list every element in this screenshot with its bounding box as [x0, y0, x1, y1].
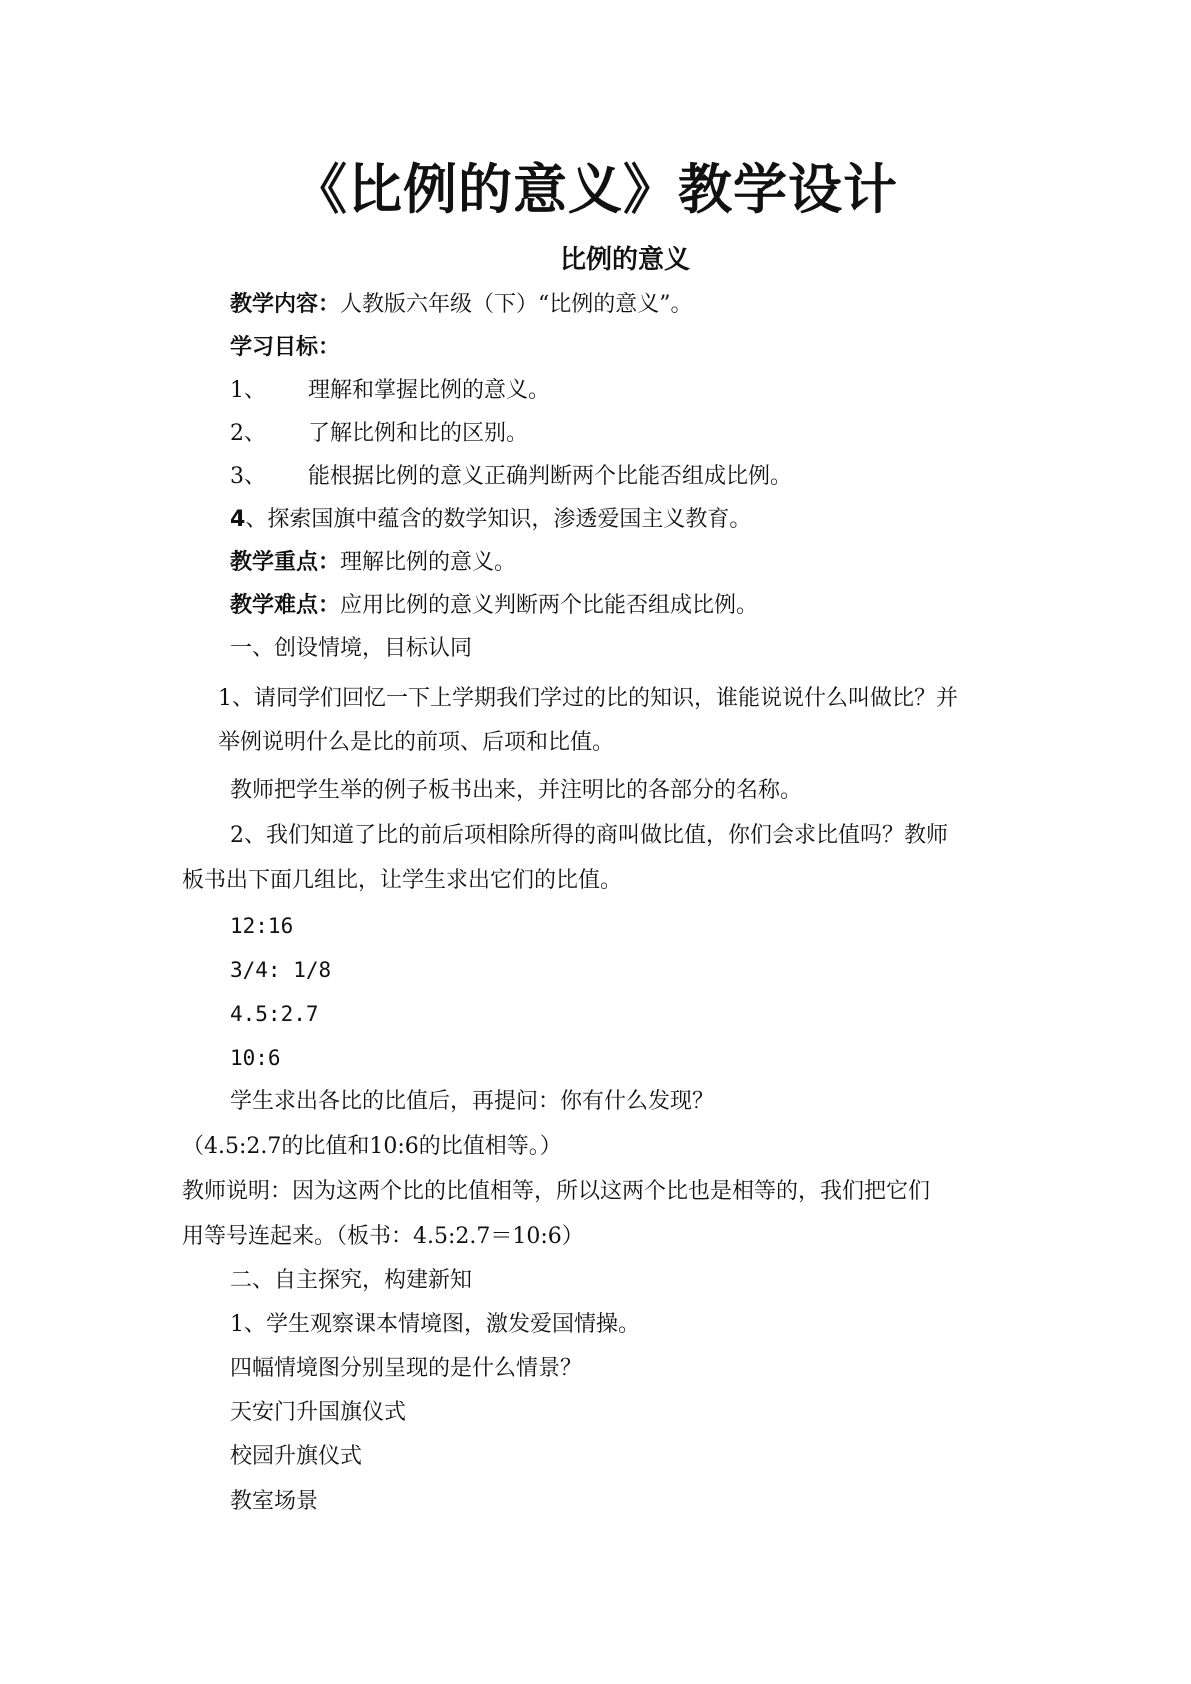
paragraph-4: 学生求出各比的比值后，再提问：你有什么发现？	[230, 1089, 715, 1114]
paragraph-6-line-2: 用等号连起来。（板书：4.5:2.7＝10:6）	[182, 1224, 584, 1249]
paragraph-8: 四幅情境图分别呈现的是什么情景？	[230, 1356, 583, 1381]
ratio-item: 12:16	[230, 914, 294, 938]
document-subtitle: 比例的意义	[560, 245, 691, 275]
teaching-difficulty-text: 应用比例的意义判断两个比能否组成比例。	[340, 593, 759, 618]
scene-item: 教室场景	[230, 1489, 319, 1514]
ratio-item: 3/4: 1/8	[230, 958, 332, 982]
goal-text: 能根据比例的意义正确判断两个比能否组成比例。	[308, 464, 793, 489]
teaching-content-line	[230, 289, 693, 321]
document-title: 《比例的意义》教学设计	[293, 158, 898, 221]
goal-number: 4	[230, 507, 246, 532]
goal-text: 理解和掌握比例的意义。	[308, 378, 551, 403]
teaching-difficulty-label: 教学难点：	[230, 593, 341, 618]
goal-item-2	[230, 418, 528, 450]
scene-item: 天安门升国旗仪式	[230, 1400, 407, 1425]
goal-number: 1、	[230, 378, 266, 403]
goal-text: 了解比例和比的区别。	[308, 421, 529, 446]
goal-item-1	[230, 375, 550, 407]
ratio-item: 10:6	[230, 1046, 281, 1070]
goal-number: 2、	[230, 421, 266, 446]
goal-number: 3、	[230, 464, 266, 489]
paragraph-5: （4.5:2.7的比值和10:6的比值相等。）	[182, 1134, 562, 1159]
paragraph-3-line-1: 2、我们知道了比的前后项相除所得的商叫做比值，你们会求比值吗？教师	[230, 823, 948, 848]
teaching-content-label: 教学内容：	[230, 292, 341, 317]
teaching-content-text: 人教版六年级（下）“比例的意义”。	[340, 292, 693, 317]
teaching-focus-text: 理解比例的意义。	[340, 550, 517, 575]
ratio-item: 4.5:2.7	[230, 1002, 319, 1026]
paragraph-7: 1、学生观察课本情境图，激发爱国情操。	[230, 1312, 640, 1337]
paragraph-2: 教师把学生举的例子板书出来，并注明比的各部分的名称。	[230, 778, 803, 803]
learning-goals-label: 学习目标：	[230, 335, 341, 360]
paragraph-6-line-1: 教师说明：因为这两个比的比值相等，所以这两个比也是相等的，我们把它们	[182, 1179, 931, 1204]
paragraph-1-line-1: 1、请同学们回忆一下上学期我们学过的比的知识，谁能说说什么叫做比？并	[218, 686, 958, 711]
paragraph-3-line-2: 板书出下面几组比，让学生求出它们的比值。	[182, 868, 623, 893]
section-heading-1: 一、创设情境，目标认同	[230, 636, 473, 661]
teaching-difficulty-line	[230, 590, 758, 622]
section-heading-2: 二、自主探究，构建新知	[230, 1268, 473, 1293]
teaching-focus-line	[230, 547, 516, 579]
goal-text: 、探索国旗中蕴含的数学知识，渗透爱国主义教育。	[245, 507, 752, 532]
paragraph-1-line-2: 举例说明什么是比的前项、后项和比值。	[218, 730, 615, 755]
scene-item: 校园升旗仪式	[230, 1444, 363, 1469]
goal-item-3	[230, 461, 792, 493]
teaching-focus-label: 教学重点：	[230, 550, 341, 575]
goal-item-4	[230, 504, 751, 536]
